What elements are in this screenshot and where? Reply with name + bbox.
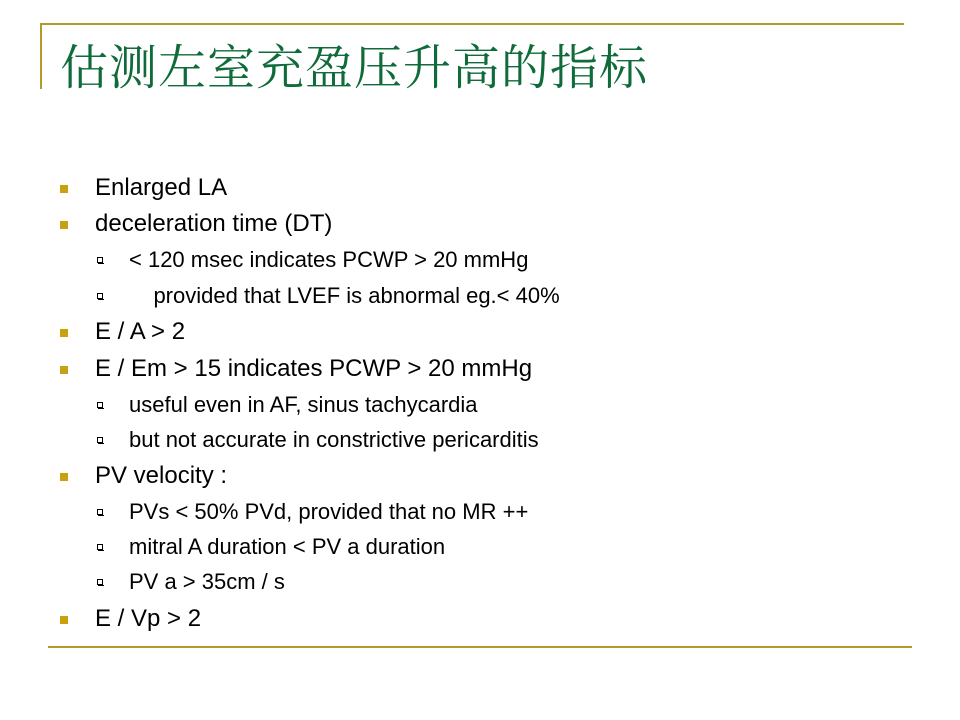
bullet-item <box>95 317 185 347</box>
bullet-item <box>95 604 201 634</box>
square-bullet-icon <box>60 329 68 337</box>
sub-bullet-item <box>129 498 528 526</box>
bullet-item <box>95 209 332 239</box>
sub-bullet-text: < 120 msec indicates PCWP > 20 mmHg <box>129 247 529 272</box>
square-bullet-icon <box>60 221 68 229</box>
sub-bullet-item <box>129 391 478 419</box>
slide-title: 估测左室充盈压升高的指标 <box>60 40 649 96</box>
hollow-square-bullet-icon <box>97 402 103 408</box>
sub-bullet-item <box>129 426 539 454</box>
bullet-text: deceleration time (DT) <box>95 210 333 237</box>
sub-bullet-text: PV a > 35cm / s <box>129 569 285 594</box>
sub-bullet-item <box>129 282 560 310</box>
hollow-square-bullet-icon <box>97 293 103 299</box>
hollow-square-bullet-icon <box>97 544 103 550</box>
bullet-text: E / Em > 15 indicates PCWP > 20 mmHg <box>95 355 533 382</box>
sub-bullet-text: but not accurate in constrictive pericarditis <box>129 427 539 452</box>
hollow-square-bullet-icon <box>97 509 103 515</box>
square-bullet-icon <box>60 366 68 374</box>
bullet-text: E / Vp > 2 <box>95 605 202 632</box>
bottom-divider <box>48 646 912 648</box>
hollow-square-bullet-icon <box>97 257 103 263</box>
bullet-text: PV velocity : <box>95 462 228 489</box>
square-bullet-icon <box>60 616 68 624</box>
bullet-item <box>95 354 532 384</box>
sub-bullet-item <box>129 533 445 561</box>
sub-bullet-item <box>129 246 528 274</box>
bullet-text: Enlarged LA <box>95 174 228 201</box>
bullet-item <box>95 173 227 203</box>
hollow-square-bullet-icon <box>97 579 103 585</box>
sub-bullet-text: mitral A duration < PV a duration <box>129 534 446 559</box>
bullet-item <box>95 461 227 491</box>
square-bullet-icon <box>60 185 68 193</box>
hollow-square-bullet-icon <box>97 437 103 443</box>
sub-bullet-text: provided that LVEF is abnormal eg.< 40% <box>129 283 560 308</box>
sub-bullet-text: useful even in AF, sinus tachycardia <box>129 392 478 417</box>
square-bullet-icon <box>60 473 68 481</box>
sub-bullet-item <box>129 568 285 596</box>
bullet-text: E / A > 2 <box>95 318 186 345</box>
sub-bullet-text: PVs < 50% PVd, provided that no MR ++ <box>129 499 529 524</box>
